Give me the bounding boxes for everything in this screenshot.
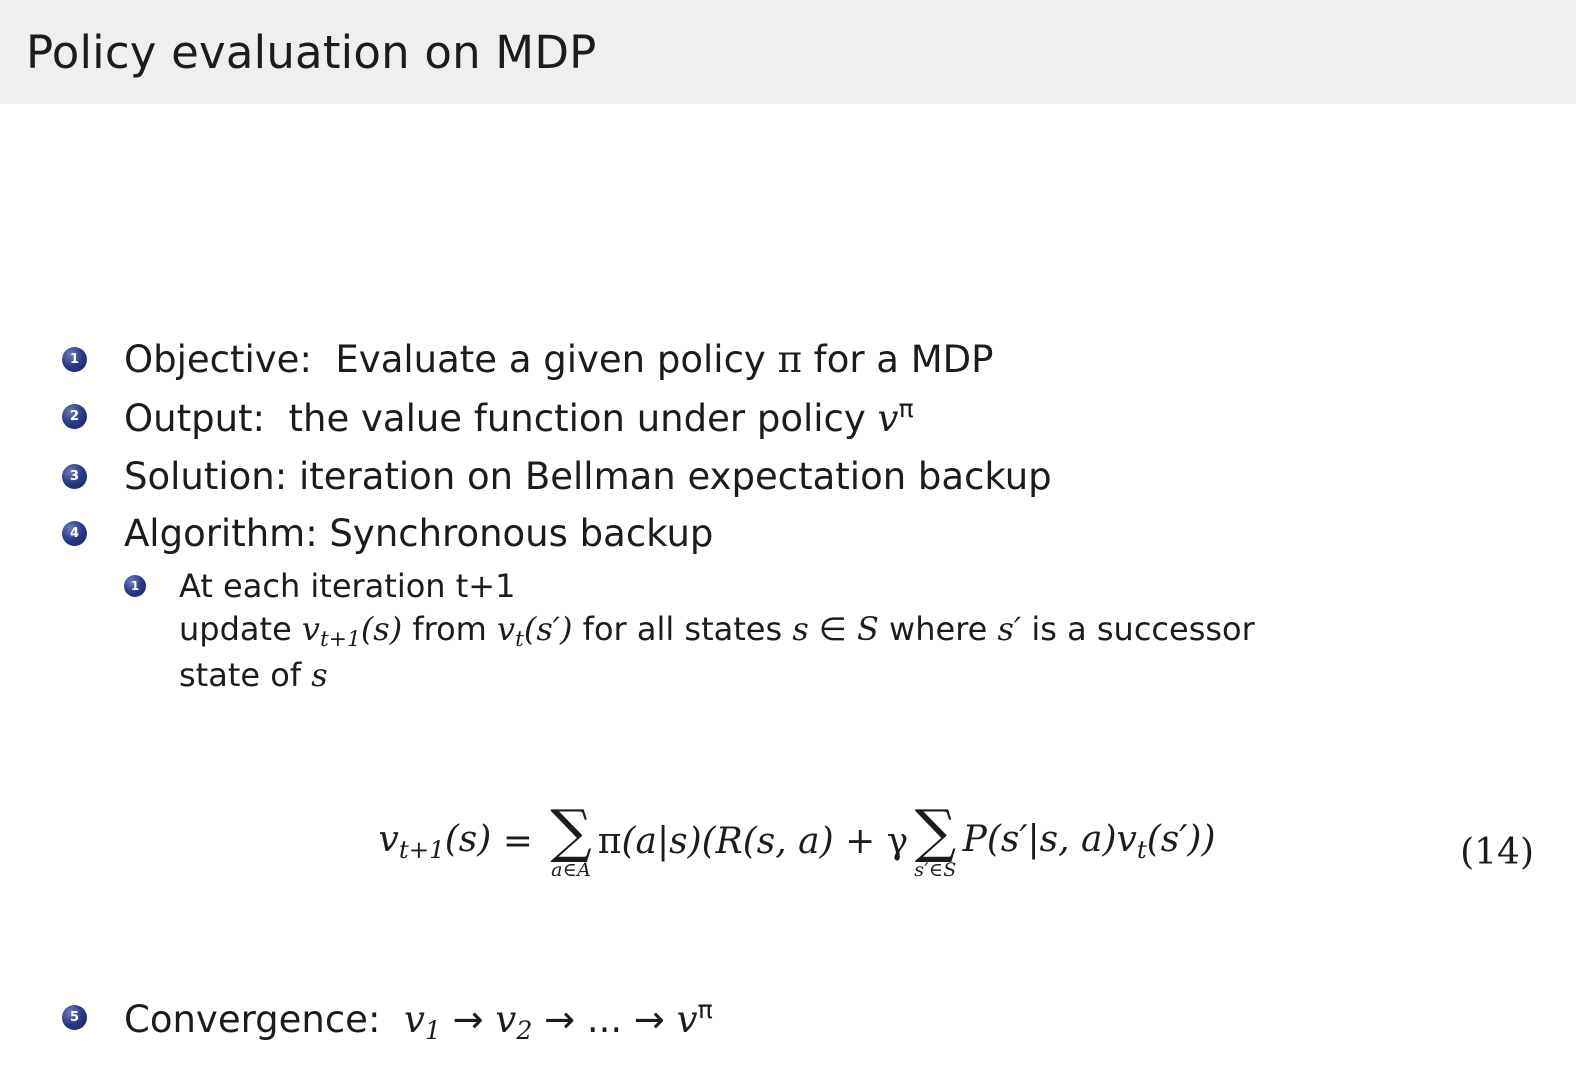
list-item-solution — [62, 453, 1542, 500]
list-item-label-solution: Solution: iteration on Bellman expectation backup — [124, 454, 1052, 498]
sub-enumerated-list — [124, 565, 1542, 696]
equation-transition-term: P(s′|s, $a)v_t(s')$) — [962, 819, 1216, 864]
list-item-label-algorithm: Algorithm: Synchronous backup — [124, 511, 714, 555]
sigma-icon: ∑ — [550, 797, 592, 865]
sub-list-bullet-1: 1 — [124, 575, 146, 597]
list-item-convergence — [62, 994, 713, 1047]
slide-title-bar — [0, 0, 1576, 104]
sub-list-item-label-iteration: At each iteration t+1 update $v_{t+1}(s)$ from $v_t(s')$ for all states s ∈ S where s′ is a successor state of s — [179, 567, 1255, 695]
list-bullet-4: 4 — [62, 521, 87, 546]
list-item-output — [62, 393, 1542, 442]
equation-14 — [378, 797, 1216, 882]
equation-block — [62, 797, 1552, 882]
sigma-icon-2: ∑ — [914, 797, 957, 865]
list-bullet-1: 1 — [62, 347, 87, 372]
list-item-label-objective: Objective: Evaluate a given policy π for a MDP — [124, 338, 994, 381]
equation-number: (14) — [1460, 832, 1534, 873]
list-bullet-3: 3 — [62, 464, 87, 489]
list-item-objective — [62, 336, 1542, 383]
list-bullet-5: 5 — [62, 1005, 87, 1030]
summation-limit-states: s′∈S — [914, 859, 957, 882]
list-item-algorithm — [62, 510, 1542, 697]
list-item-label-convergence: Convergence: $v_1 \to v_2$ → ... → $v^\pi$ — [124, 995, 713, 1045]
list-item-label-output: Output: the value function under policy $v^\pi$ — [124, 394, 914, 441]
equation-lhs: $v_{t+1}(s)$ — [378, 819, 492, 864]
list-bullet-2: 2 — [62, 404, 87, 429]
equation-policy-term: π(a|s)(R(s, a) + γ — [597, 821, 909, 863]
equation-equals: = — [491, 821, 545, 863]
page-title: Policy evaluation on MDP — [26, 25, 597, 79]
enumerated-list — [62, 336, 1542, 707]
summation-over-states — [914, 797, 957, 882]
summation-limit-actions: a∈A — [551, 859, 592, 882]
sub-list-item-iteration — [124, 565, 1542, 696]
summation-over-actions — [550, 797, 592, 882]
